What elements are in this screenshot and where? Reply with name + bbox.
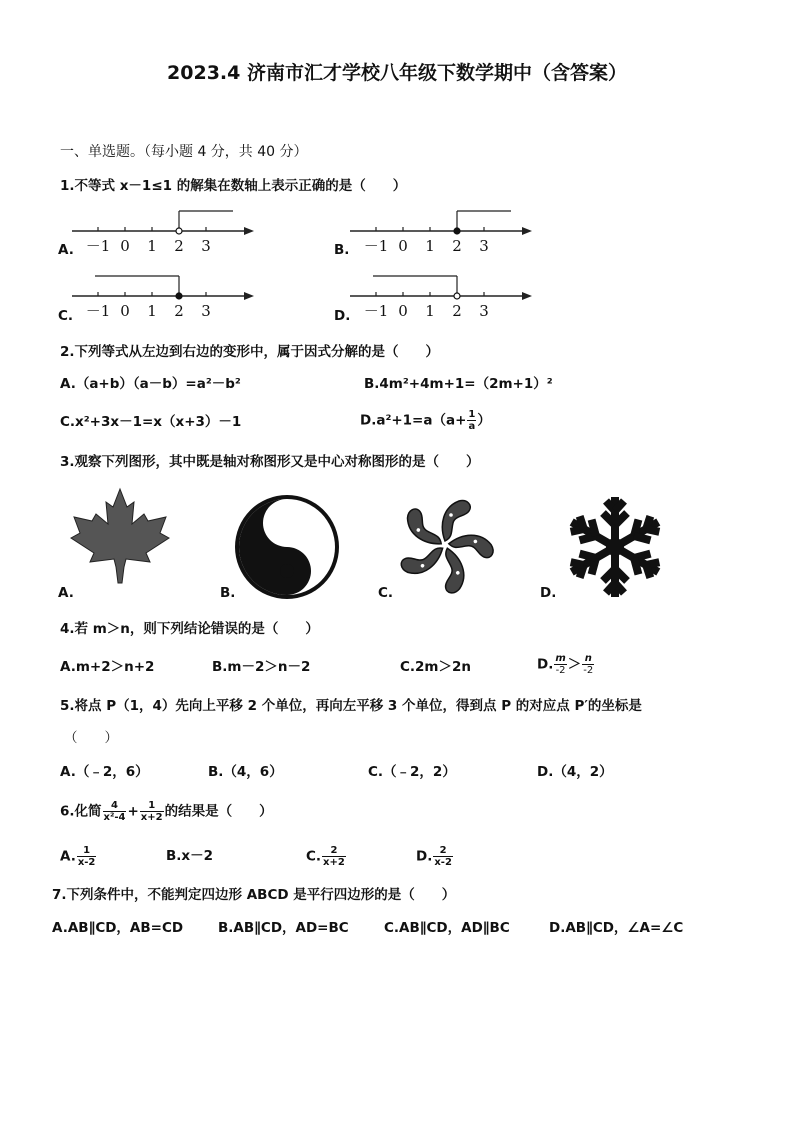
svg-text:2: 2 — [452, 237, 462, 255]
q1-number-line-c — [70, 270, 260, 325]
q1-option-a-label: A. — [58, 242, 74, 258]
snowflake-icon — [560, 492, 670, 602]
maple-leaf-icon — [70, 487, 170, 587]
q3-option-c-label: C. — [378, 585, 394, 601]
q6-option-c: C. $\frac{2}{x+2}$ — [306, 845, 345, 868]
bauhinia-flower-icon — [395, 495, 495, 595]
svg-text:0: 0 — [120, 237, 130, 255]
q4-option-d: D. $\frac{m}{-2}$ ＞ $\frac{n}{-2}$ — [537, 653, 594, 676]
svg-text:1: 1 — [425, 237, 435, 255]
q7-option-a: A.AB∥CD，AB=CD — [52, 920, 184, 936]
q1-number-line-b — [348, 205, 538, 260]
question-7-stem: 7.下列条件中，不能判定四边形 ABCD 是平行四边形的是（ ） — [52, 887, 456, 903]
svg-text:1: 1 — [147, 237, 157, 255]
svg-text:－1: －1 — [363, 302, 389, 320]
q5-option-c: C.（﹣2，2） — [368, 764, 456, 780]
q7-option-d: D.AB∥CD，∠A=∠C — [549, 920, 684, 936]
svg-text:3: 3 — [479, 302, 489, 320]
q6-option-b: B.x－2 — [166, 848, 214, 864]
question-2-stem: 2.下列等式从左边到右边的变形中，属于因式分解的是（ ） — [60, 344, 440, 360]
question-3-stem: 3.观察下列图形，其中既是轴对称图形又是中心对称图形的是（ ） — [60, 454, 480, 470]
svg-text:0: 0 — [120, 302, 130, 320]
q1-number-line-d — [348, 270, 538, 325]
q7-option-b: B.AB∥CD，AD=BC — [218, 920, 349, 936]
svg-text:2: 2 — [174, 302, 184, 320]
q1-option-b-label: B. — [334, 242, 350, 258]
svg-text:3: 3 — [479, 237, 489, 255]
page-title: 2023.4 济南市汇才学校八年级下数学期中（含答案） — [167, 62, 627, 84]
svg-text:－1: －1 — [85, 237, 111, 255]
q2-option-c: C.x²+3x－1=x（x+3）－1 — [60, 414, 242, 430]
q4-option-a: A.m+2＞n+2 — [60, 659, 155, 675]
q1-number-line-a — [70, 205, 260, 260]
svg-text:0: 0 — [398, 237, 408, 255]
q4-option-c: C.2m＞2n — [400, 659, 472, 675]
svg-text:3: 3 — [201, 302, 211, 320]
svg-text:－1: －1 — [85, 302, 111, 320]
yin-yang-icon — [232, 492, 342, 602]
q2-option-b: B.4m²+4m+1=（2m+1）² — [364, 376, 553, 392]
svg-text:2: 2 — [452, 302, 462, 320]
q2-option-d: D.a²+1=a（a+ $\frac{1}{a}$ ） — [360, 409, 491, 432]
svg-text:1: 1 — [147, 302, 157, 320]
q6-option-d: D. $\frac{2}{x-2}$ — [416, 845, 452, 868]
q5-option-b: B.（4，6） — [208, 764, 283, 780]
svg-text:－1: －1 — [363, 237, 389, 255]
question-6-stem: 6.化简 $\frac{4}{\text{x²-4}}$ + $\frac{1}{x+2}$ 的结果是（ ） — [60, 800, 273, 823]
q3-option-a-label: A. — [58, 585, 74, 601]
question-5-paren: （ ） — [64, 730, 118, 746]
svg-text:3: 3 — [201, 237, 211, 255]
q6-option-a: A. $\frac{1}{x-2}$ — [60, 845, 96, 868]
section-heading: 一、单选题。（每小题 4 分，共 40 分） — [60, 144, 308, 160]
q3-option-d-label: D. — [540, 585, 557, 601]
svg-text:1: 1 — [425, 302, 435, 320]
svg-text:2: 2 — [174, 237, 184, 255]
question-5-stem: 5.将点 P（1，4）先向上平移 2 个单位，再向左平移 3 个单位，得到点 P 的对应点 P′的坐标是 — [60, 698, 642, 714]
q7-option-c: C.AB∥CD，AD∥BC — [384, 920, 510, 936]
question-1-stem: 1.不等式 x－1≤1 的解集在数轴上表示正确的是（ ） — [60, 178, 407, 194]
q4-option-b: B.m－2＞n－2 — [212, 659, 311, 675]
q5-option-d: D.（4，2） — [537, 764, 613, 780]
q3-option-b-label: B. — [220, 585, 236, 601]
svg-text:0: 0 — [398, 302, 408, 320]
q1-option-d-label: D. — [334, 308, 351, 324]
q2-option-a: A.（a+b）（a－b）=a²－b² — [60, 376, 241, 392]
q5-option-a: A.（﹣2，6） — [60, 764, 149, 780]
question-4-stem: 4.若 m＞n，则下列结论错误的是（ ） — [60, 621, 319, 637]
q1-option-c-label: C. — [58, 308, 74, 324]
